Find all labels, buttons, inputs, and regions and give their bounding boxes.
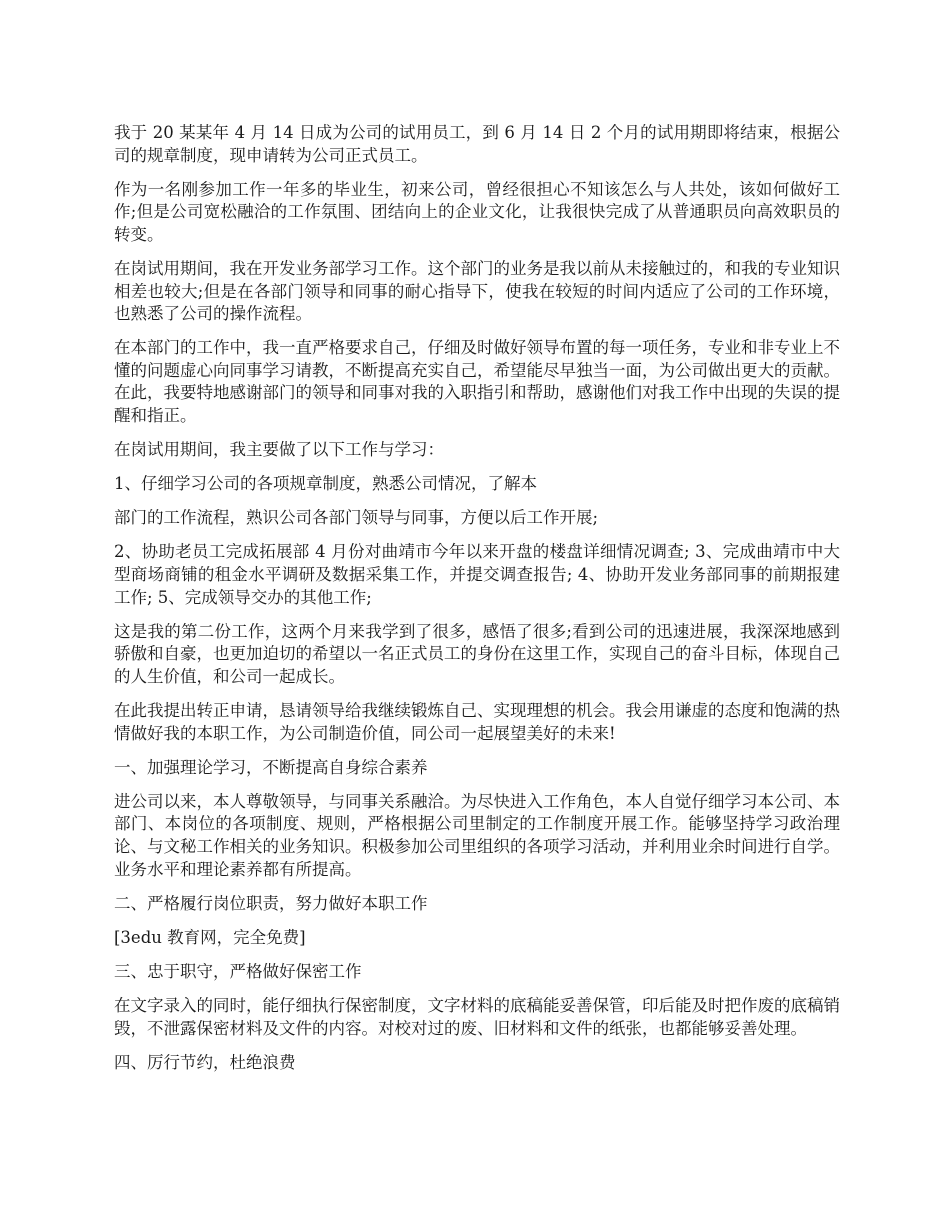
paragraph-department: 在岗试用期间，我在开发业务部学习工作。这个部门的业务是我以前从未接触过的，和我的专业知识相差也较大;但是在各部门领导和同事的耐心指导下，使我在较短的时间内适应了公司的工作环境，也熟悉了公司的操作流程。 [114,258,840,324]
paragraph-reflection: 这是我的第二份工作，这两个月来我学到了很多，感悟了很多;看到公司的迅速进展，我深深地感到骄傲和自豪，也更加迫切的希望以一名正式员工的身份在这里工作，实现自己的奋斗目标，体现自己的人生价值，和公司一起成长。 [114,621,840,686]
heading-section-4: 四、厉行节约，杜绝浪费 [114,1052,296,1072]
paragraph-source-note: [3edu 教育网，完全免费] [114,927,306,947]
paragraph-application: 在此我提出转正申请，恳请领导给我继续锻炼自己、实现理想的机会。我会用谦虚的态度和饱满的热情做好我的本职工作，为公司制造价值，同公司一起展望美好的未来! [114,700,840,743]
paragraph-background: 作为一名刚参加工作一年多的毕业生，初来公司，曾经很担心不知该怎么与人共处，该如何做好工作;但是公司宽松融洽的工作氛围、团结向上的企业文化，让我很快完成了从普通职员向高效职员的转变。 [114,179,840,244]
paragraph-item-1: 1、仔细学习公司的各项规章制度，熟悉公司情况，了解本 [114,474,537,494]
paragraph-section-1-body: 进公司以来，本人尊敬领导，与同事关系融洽。为尽快进入工作角色，本人自觉仔细学习本公司、本部门、本岗位的各项制度、规则，严格根据公司里制定的工作制度开展工作。能够坚持学习政治理论、与文秘工作相关的业务知识。积极参加公司里组织的各项学习活动，并利用业余时间进行自学。业务水平和理论素养都有所提高。 [114,791,840,879]
paragraph-work-summary-intro: 在岗试用期间，我主要做了以下工作与学习： [114,440,444,460]
document-page [114,122,840,1086]
paragraph-work-attitude: 在本部门的工作中，我一直严格要求自己，仔细及时做好领导布置的每一项任务，专业和非专业上不懂的问题虚心向同事学习请教，不断提高充实自己，希望能尽早独当一面，为公司做出更大的贡献。在此，我要特地感谢部门的领导和同事对我的入职指引和帮助，感谢他们对我工作中出现的失误的提醒和指正。 [114,338,840,426]
paragraph-probation-intro: 我于 20 某某年 4 月 14 日成为公司的试用员工，到 6 月 14 日 2 个月的试用期即将结束，根据公司的规章制度，现申请转为公司正式员工。 [114,123,840,165]
paragraph-item-1-continued: 部门的工作流程，熟识公司各部门领导与同事，方便以后工作开展; [114,508,599,528]
heading-section-3: 三、忠于职守，严格做好保密工作 [114,961,362,981]
paragraph-items-2-5: 2、协助老员工完成拓展部 4 月份对曲靖市今年以来开盘的楼盘详细情况调查; 3、完成曲靖市中大型商场商铺的租金水平调研及数据采集工作，并提交调查报告; 4、协助开发业务部同事的前期报建工作; 5、完成领导交办的其他工作; [114,542,840,607]
paragraph-section-3-body: 在文字录入的同时，能仔细执行保密制度，文字材料的底稿能妥善保管，印后能及时把作废的底稿销毁，不泄露保密材料及文件的内容。对校对过的废、旧材料和文件的纸张，也都能够妥善处理。 [114,995,840,1038]
heading-section-1: 一、加强理论学习，不断提高自身综合素养 [114,757,428,777]
heading-section-2: 二、严格履行岗位职责，努力做好本职工作 [114,893,428,913]
